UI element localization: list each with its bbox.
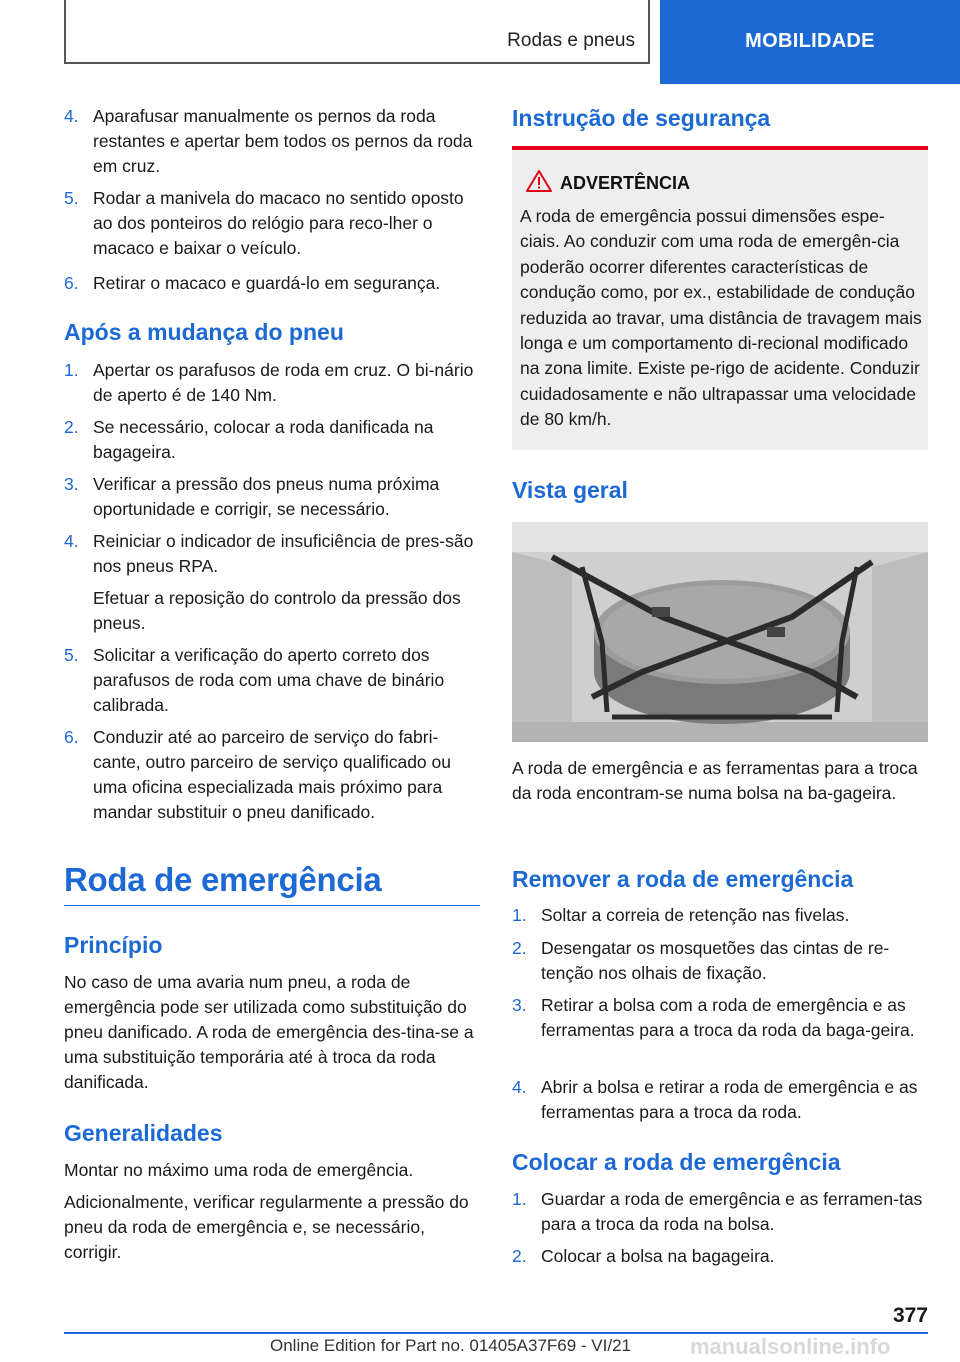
step-number: 2. [512,1246,527,1266]
step-number: 6. [64,273,79,293]
warning-text: A roda de emergência possui dimensões espe-ciais. Ao conduzir com uma roda de emergên-cia poderão ocorrer diferentes características de condução como, por ex., estabilidade de condução reduzida ao travar, uma distância de travagem mais longa e um comportamento di-recional modificado na zona limite. Existe pe-rigo de acidente. Conduzir cuidadosamente e não ultrapassar uma velocidade de 80 km/h. [520,206,922,430]
step-number: 1. [512,905,527,925]
general-paragraph-2: Adicionalmente, verificar regularmente a pressão do pneu da roda de emergência e, se necessário, corrigir. [64,1192,469,1262]
footer-watermark: manualsonline.info [690,1334,891,1359]
header-chapter-label: MOBILIDADE [745,30,875,52]
section-heading-overview: Vista geral [512,477,628,503]
step-text: Retirar a bolsa com a roda de emergência e as ferramentas para a troca da roda da baga-geira. [541,995,915,1040]
header-frame-separator [648,0,650,64]
spare-wheel-photo [512,522,928,742]
section-heading-remove: Remover a roda de emergência [512,866,854,892]
warning-top-bar [512,146,928,150]
footer-edition: Online Edition for Part no. 01405A37F69 - VI/21 [270,1336,632,1355]
page-number: 377 [892,1304,928,1327]
step-text: Apertar os parafusos de roda em cruz. O bi-nário de aperto é de 140 Nm. [93,360,474,405]
step-text: Conduzir até ao parceiro de serviço do fabri-cante, outro parceiro de serviço qualificado ou uma oficina especializada mais próximo para mandar substituir o pneu danificado. [93,727,451,822]
section-heading-after-change: Após a mudança do pneu [64,319,344,345]
section-heading-place: Colocar a roda de emergência [512,1149,841,1175]
chapter-title: Roda de emergência [64,861,382,898]
section-heading-safety: Instrução de segurança [512,105,771,131]
step-text: Solicitar a verificação do aperto correto dos parafusos de roda com uma chave de binário calibrada. [93,645,445,715]
header-chapter-tab[interactable] [660,0,960,84]
step-number: 4. [64,531,79,551]
step-number: 3. [512,995,527,1015]
warning-triangle-icon [526,170,552,192]
step-text: Guardar a roda de emergência e as ferramen-tas para a troca da roda na bolsa. [541,1189,923,1234]
header-section-title: Rodas e pneus [507,30,635,51]
header-frame-left [64,0,66,64]
step-number: 6. [64,727,79,747]
header-frame-bottom [64,62,650,64]
step-text: Reiniciar o indicador de insuficiência de pres-são nos pneus RPA. [93,531,474,576]
step-number: 3. [64,474,79,494]
step-text: Soltar a correia de retenção nas fivelas. [541,905,850,925]
step-text: Verificar a pressão dos pneus numa próxima oportunidade e corrigir, se necessário. [93,474,440,519]
photo-caption: A roda de emergência e as ferramentas para a troca da roda encontram-se numa bolsa na ba-gageira. [512,758,918,803]
step-number: 4. [64,106,79,126]
general-paragraph-1: Montar no máximo uma roda de emergência. [64,1160,414,1180]
section-heading-general: Generalidades [64,1120,223,1146]
section-heading-principle: Princípio [64,932,163,958]
list-item-subtext: Efetuar a reposição do controlo da pressão dos pneus. [93,588,461,633]
warning-label: ADVERTÊNCIA [560,173,691,193]
principle-paragraph: No caso de uma avaria num pneu, a roda de emergência pode ser utilizada como substituição do pneu danificado. A roda de emergência des-tina-se a uma substituição temporária até à troca da roda danificada. [64,972,474,1092]
chapter-rule [64,905,480,906]
step-number: 1. [512,1189,527,1209]
step-number: 2. [512,938,527,958]
step-text: Se necessário, colocar a roda danificada na bagageira. [93,417,434,462]
step-number: 4. [512,1077,527,1097]
step-text: Abrir a bolsa e retirar a roda de emergência e as ferramentas para a troca da roda. [541,1077,918,1122]
step-number: 1. [64,360,79,380]
step-text: Rodar a manivela do macaco no sentido oposto ao dos ponteiros do relógio para reco-lher o macaco e baixar o veículo. [93,188,464,258]
warning-box [512,146,928,450]
step-number: 5. [64,188,79,208]
step-text: Colocar a bolsa na bagageira. [541,1246,775,1266]
step-text: Desengatar os mosquetões das cintas de re-tenção nos olhais de fixação. [541,938,890,983]
step-text: Aparafusar manualmente os pernos da roda restantes e apertar bem todos os pernos da roda em cruz. [93,106,473,176]
step-text: Retirar o macaco e guardá-lo em segurança. [93,273,441,293]
step-number: 5. [64,645,79,665]
step-number: 2. [64,417,79,437]
